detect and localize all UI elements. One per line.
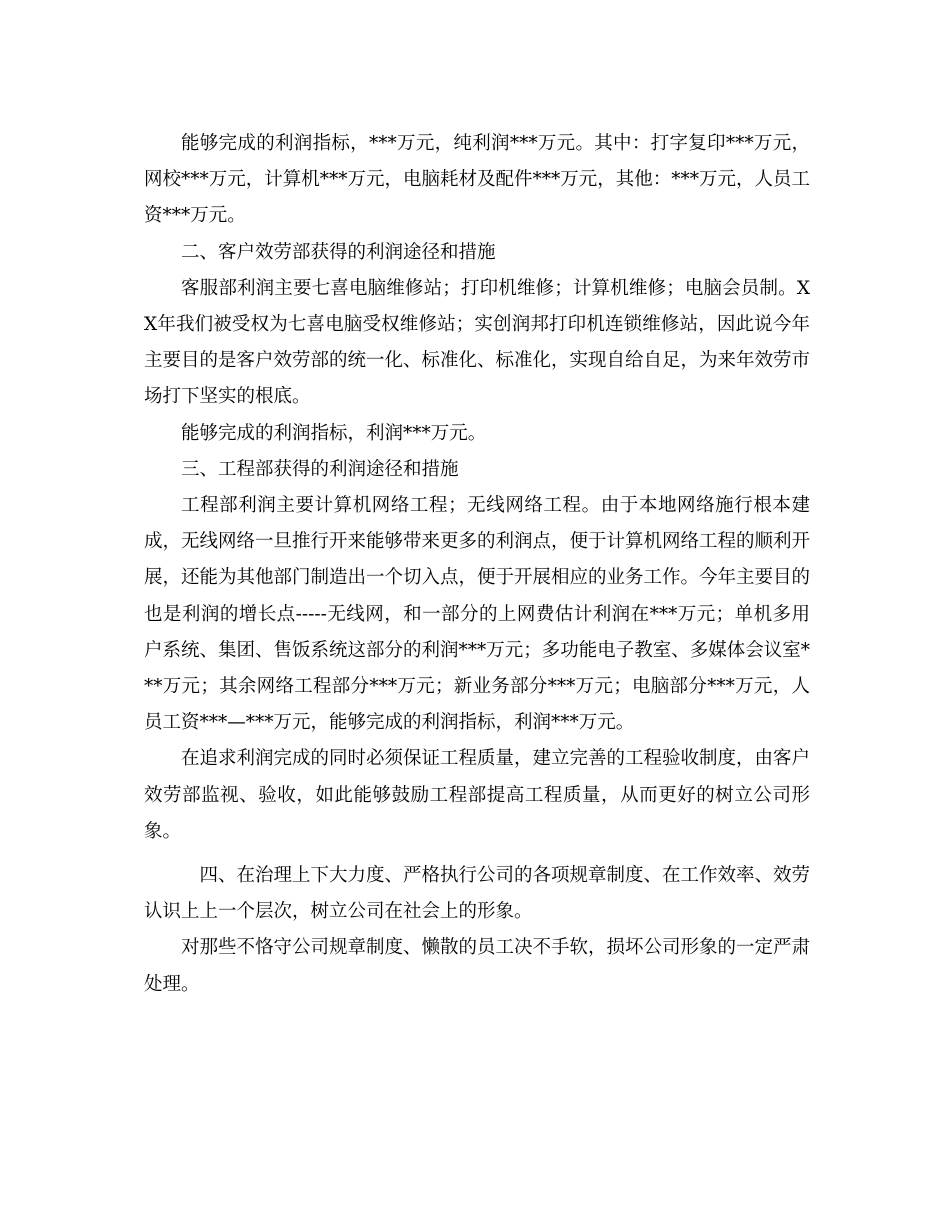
section-heading-management: 四、在治理上下大力度、严格执行公司的各项规章制度、在工作效率、效劳认识上上一个层次，树立公司在社会上的形象。 [144, 865, 811, 923]
paragraph-profit-target-summary: 能够完成的利润指标，***万元，纯利润***万元。其中：打字复印***万元，网校***万元，计算机***万元，电脑耗材及配件***万元，其他：***万元，人员工资***万元。 [144, 133, 811, 227]
document-body [144, 126, 810, 1003]
section-heading-customer-service: 二、客户效劳部获得的利润途径和措施 [181, 241, 496, 263]
section-heading-engineering: 三、工程部获得的利润途径和措施 [181, 458, 459, 480]
paragraph-customer-service-target: 能够完成的利润指标，利润***万元。 [181, 422, 487, 444]
paragraph-engineering-quality: 在追求利润完成的同时必须保证工程质量，建立完善的工程验收制度，由客户效劳部监视、验收，如此能够鼓励工程部提高工程质量，从而更好的树立公司形象。 [144, 748, 811, 842]
paragraph-engineering-profit: 工程部利润主要计算机网络工程；无线网络工程。由于本地网络施行根本建成，无线网络一旦推行开来能够带来更多的利润点，便于计算机网络工程的顺利开展，还能为其他部门制造出一个切入点，便于开展相应的业务工作。今年主要目的也是利润的增长点-----无线网，和一部分的上网费估计利润在***万元；单机多用户系统、集团、售饭系统这部分的利润***万元；多功能电子教室、多媒体会议室***万元；其余网络工程部分***万元；新业务部分***万元；电脑部分***万元，人员工资***—***万元，能够完成的利润指标，利润***万元。 [144, 495, 811, 734]
paragraph-customer-service-profit: 客服部利润主要七喜电脑维修站；打印机维修；计算机维修；电脑会员制。XX年我们被受权为七喜电脑受权维修站；实创润邦打印机连锁维修站，因此说今年主要目的是客户效劳部的统一化、标准化、标准化，实现自给自足，为来年效劳市场打下坚实的根底。 [144, 277, 811, 408]
paragraph-discipline: 对那些不恪守公司规章制度、懒散的员工决不手软，损坏公司形象的一定严肃处理。 [144, 937, 811, 995]
